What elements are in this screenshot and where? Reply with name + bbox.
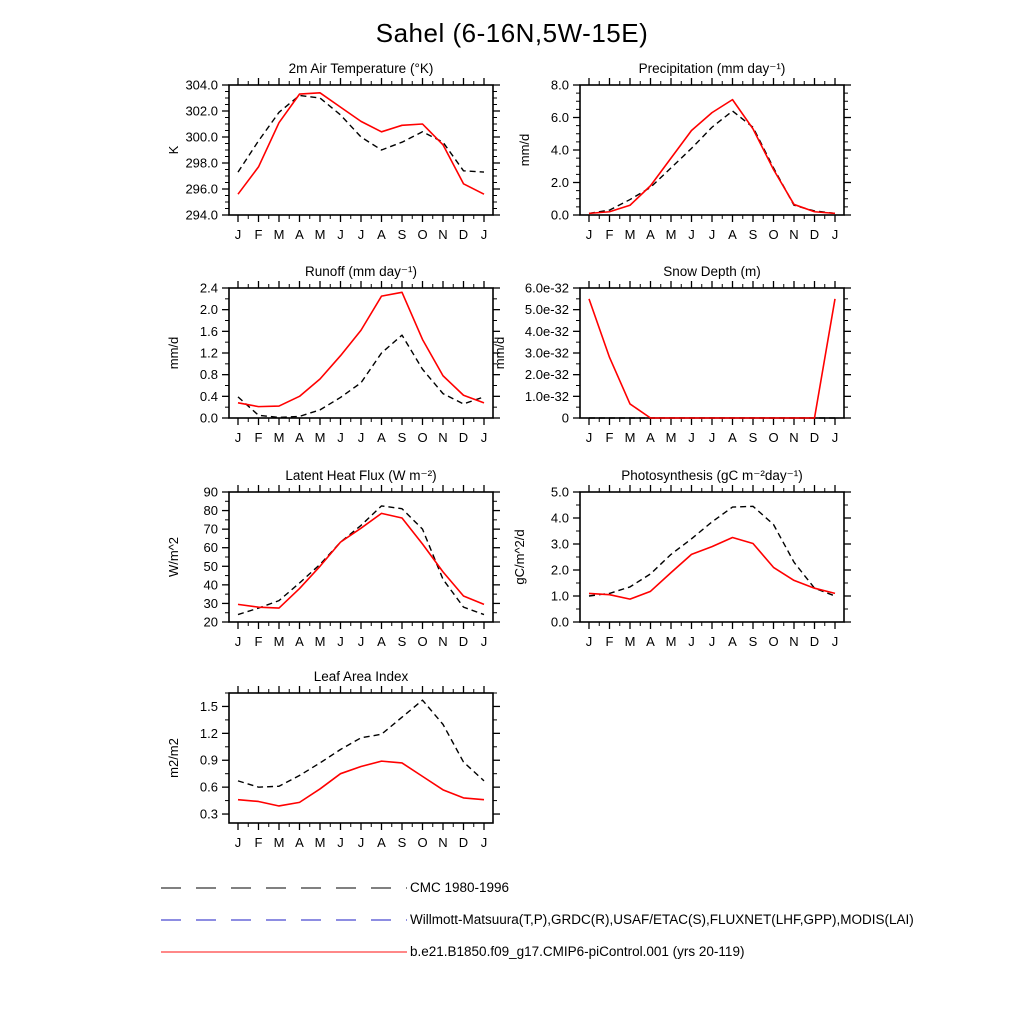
x-tick-label: M	[624, 227, 636, 242]
x-tick-label: J	[480, 835, 488, 850]
x-tick-label: N	[438, 634, 448, 649]
series-model-red	[589, 100, 835, 214]
x-tick-label: J	[357, 634, 365, 649]
y-tick-label: 1.5	[199, 698, 218, 714]
y-tick-label: 0.9	[199, 752, 218, 768]
panel-title: Snow Depth (m)	[663, 264, 761, 279]
x-tick-label: J	[708, 227, 716, 242]
x-tick-label: D	[458, 227, 469, 242]
series-obs-dashed	[238, 700, 484, 787]
leaf-area-index-plot	[119, 661, 515, 861]
x-tick-label: O	[768, 430, 779, 445]
x-tick-label: J	[357, 835, 365, 850]
x-tick-label: J	[357, 227, 365, 242]
legend-line-sample	[160, 878, 408, 903]
series-obs-dashed	[238, 95, 484, 172]
x-tick-label: O	[417, 634, 428, 649]
legend-item	[0, 910, 1024, 930]
x-tick-label: M	[273, 430, 285, 445]
y-axis-label: mm/d	[517, 133, 532, 167]
x-tick-label: J	[688, 430, 695, 445]
x-tick-label: A	[295, 227, 304, 242]
latent-heat-flux-plot	[119, 460, 515, 660]
y-tick-label: 0	[561, 410, 569, 426]
x-tick-label: A	[728, 430, 737, 445]
y-tick-label: 20	[203, 614, 218, 630]
chart-panel-air-temperature	[119, 53, 515, 253]
y-tick-label: 4.0e-32	[524, 323, 569, 339]
panel-title: Leaf Area Index	[313, 669, 409, 684]
x-tick-label: A	[646, 227, 655, 242]
x-tick-label: S	[397, 227, 407, 242]
x-tick-label: J	[234, 634, 242, 649]
x-tick-label: N	[438, 835, 448, 850]
x-tick-label: D	[458, 835, 469, 850]
x-tick-label: J	[831, 227, 839, 242]
x-tick-label: M	[314, 227, 326, 242]
x-tick-label: S	[397, 430, 407, 445]
y-tick-label: 4.0	[550, 510, 569, 526]
y-tick-label: 2.4	[199, 280, 218, 296]
x-tick-label: O	[417, 430, 428, 445]
x-tick-label: J	[585, 227, 593, 242]
x-tick-label: F	[605, 430, 614, 445]
x-tick-label: F	[254, 227, 263, 242]
x-tick-label: A	[646, 634, 655, 649]
x-tick-label: F	[254, 430, 263, 445]
x-tick-label: J	[480, 227, 488, 242]
chart-panel-photosynthesis	[470, 460, 866, 660]
x-tick-label: S	[748, 227, 758, 242]
legend-line-sample	[160, 942, 408, 967]
y-tick-label: 1.2	[199, 725, 218, 741]
y-tick-label: 0.0	[550, 207, 569, 223]
chart-panel-snow-depth	[470, 256, 866, 456]
y-tick-label: 3.0	[550, 536, 569, 552]
y-tick-label: 0.3	[199, 806, 218, 822]
x-tick-label: O	[768, 227, 779, 242]
snow-depth-plot	[470, 256, 866, 456]
y-tick-label: 60	[203, 540, 218, 556]
x-tick-label: J	[688, 227, 695, 242]
air-temperature-plot	[119, 53, 515, 253]
x-tick-label: D	[458, 430, 469, 445]
series-model-red	[238, 93, 484, 194]
legend-item	[0, 942, 1024, 962]
x-tick-label: D	[458, 634, 469, 649]
y-tick-label: 2.0	[550, 562, 569, 578]
x-tick-label: A	[377, 835, 386, 850]
x-tick-label: M	[665, 430, 677, 445]
y-tick-label: 6.0e-32	[524, 280, 569, 296]
y-axis-label: W/m^2	[166, 536, 181, 578]
y-tick-label: 0.0	[550, 614, 569, 630]
y-tick-label: 3.0e-32	[524, 345, 569, 361]
legend-line-sample	[160, 910, 408, 935]
y-tick-label: 5.0	[550, 484, 569, 500]
x-tick-label: J	[688, 634, 695, 649]
panel-title: Latent Heat Flux (W m⁻²)	[285, 468, 437, 483]
y-tick-label: 70	[203, 521, 218, 537]
x-tick-label: J	[234, 430, 242, 445]
y-tick-label: 40	[203, 577, 218, 593]
x-tick-label: M	[273, 634, 285, 649]
panel-title: 2m Air Temperature (°K)	[288, 61, 434, 76]
y-tick-label: 0.0	[199, 410, 218, 426]
x-tick-label: A	[728, 227, 737, 242]
y-tick-label: 1.2	[199, 345, 218, 361]
x-tick-label: O	[768, 634, 779, 649]
precipitation-plot	[470, 53, 866, 253]
chart-panel-runoff	[119, 256, 515, 456]
series-model-red	[238, 292, 484, 406]
x-tick-label: M	[624, 430, 636, 445]
x-tick-label: N	[789, 227, 799, 242]
x-tick-label: J	[831, 634, 839, 649]
x-tick-label: N	[789, 634, 799, 649]
y-tick-label: 2.0e-32	[524, 367, 569, 383]
y-axis-label: K	[166, 145, 181, 155]
legend-item	[0, 878, 1024, 898]
x-tick-label: A	[295, 835, 304, 850]
x-tick-label: M	[273, 835, 285, 850]
y-tick-label: 2.0	[199, 302, 218, 318]
y-axis-label: mm/d	[166, 336, 181, 370]
x-tick-label: J	[708, 634, 716, 649]
y-tick-label: 6.0	[550, 110, 569, 125]
runoff-plot	[119, 256, 515, 456]
x-tick-label: J	[708, 430, 716, 445]
x-tick-label: M	[665, 634, 677, 649]
series-obs-dashed	[589, 111, 835, 213]
x-tick-label: A	[377, 227, 386, 242]
y-tick-label: 50	[203, 558, 218, 574]
x-tick-label: M	[314, 835, 326, 850]
chart-panel-latent-heat-flux	[119, 460, 515, 660]
series-model-red	[238, 761, 484, 806]
figure-title: Sahel (6-16N,5W-15E)	[375, 18, 649, 48]
y-tick-label: 1.0	[550, 588, 569, 604]
x-tick-label: M	[314, 634, 326, 649]
y-tick-label: 2.0	[550, 175, 569, 190]
series-obs-dashed	[238, 335, 484, 417]
x-tick-label: N	[789, 430, 799, 445]
series-model-red	[238, 513, 484, 608]
series-obs-dashed	[238, 506, 484, 615]
x-tick-label: S	[748, 634, 758, 649]
x-tick-label: F	[254, 835, 263, 850]
y-axis-label: m2/m2	[166, 738, 181, 778]
x-tick-label: S	[748, 430, 758, 445]
y-tick-label: 30	[203, 595, 218, 611]
x-tick-label: M	[665, 227, 677, 242]
x-tick-label: N	[438, 227, 448, 242]
x-tick-label: A	[728, 634, 737, 649]
x-tick-label: J	[480, 634, 488, 649]
legend-label: Willmott-Matsuura(T,P),GRDC(R),USAF/ETAC(S),FLUXNET(LHF,GPP),MODIS(LAI)	[410, 912, 914, 927]
x-tick-label: A	[646, 430, 655, 445]
y-tick-label: 1.0e-32	[524, 388, 569, 404]
x-tick-label: A	[295, 634, 304, 649]
x-tick-label: J	[337, 227, 344, 242]
x-tick-label: J	[234, 835, 242, 850]
x-tick-label: N	[438, 430, 448, 445]
y-tick-label: 4.0	[550, 142, 569, 158]
x-tick-label: S	[397, 835, 407, 850]
x-tick-label: A	[377, 430, 386, 445]
chart-panel-precipitation	[470, 53, 866, 253]
panel-title: Precipitation (mm day⁻¹)	[638, 61, 786, 76]
x-tick-label: O	[417, 227, 428, 242]
chart-panel-leaf-area-index	[119, 661, 515, 861]
legend-label: CMC 1980-1996	[410, 880, 510, 895]
x-tick-label: J	[337, 430, 344, 445]
x-tick-label: M	[314, 430, 326, 445]
x-tick-label: A	[377, 634, 386, 649]
panel-title: Photosynthesis (gC m⁻²day⁻¹)	[621, 468, 803, 483]
y-axis-label: gC/m^2/d	[512, 529, 527, 585]
y-tick-label: 296.0	[185, 181, 218, 197]
x-tick-label: F	[605, 227, 614, 242]
x-tick-label: D	[809, 227, 820, 242]
x-tick-label: A	[295, 430, 304, 445]
x-tick-label: F	[254, 634, 263, 649]
y-tick-label: 300.0	[185, 129, 218, 145]
y-tick-label: 298.0	[185, 155, 218, 171]
y-tick-label: 302.0	[185, 103, 218, 119]
photosynthesis-plot	[470, 460, 866, 660]
series-model-red	[589, 299, 835, 418]
y-tick-label: 0.4	[199, 388, 218, 404]
x-tick-label: J	[480, 430, 488, 445]
x-tick-label: M	[624, 634, 636, 649]
y-tick-label: 5.0e-32	[524, 302, 569, 318]
x-tick-label: J	[357, 430, 365, 445]
x-tick-label: F	[605, 634, 614, 649]
legend-label: b.e21.B1850.f09_g17.CMIP6-piControl.001 (yrs 20-119)	[410, 944, 745, 959]
y-tick-label: 304.0	[185, 77, 218, 93]
x-tick-label: D	[809, 430, 820, 445]
x-tick-label: J	[585, 634, 593, 649]
y-tick-label: 1.6	[199, 323, 218, 339]
y-tick-label: 90	[203, 484, 218, 500]
panel-title: Runoff (mm day⁻¹)	[305, 264, 417, 279]
y-axis-label: mm/d	[492, 336, 507, 370]
x-tick-label: S	[397, 634, 407, 649]
y-tick-label: 0.6	[199, 779, 218, 795]
x-tick-label: J	[585, 430, 593, 445]
y-tick-label: 80	[203, 503, 218, 519]
x-tick-label: J	[831, 430, 839, 445]
x-tick-label: J	[234, 227, 242, 242]
y-tick-label: 0.8	[199, 367, 218, 383]
y-tick-label: 294.0	[185, 207, 218, 223]
x-tick-label: J	[337, 634, 344, 649]
x-tick-label: D	[809, 634, 820, 649]
x-tick-label: M	[273, 227, 285, 242]
x-tick-label: O	[417, 835, 428, 850]
x-tick-label: J	[337, 835, 344, 850]
y-tick-label: 8.0	[550, 77, 569, 93]
